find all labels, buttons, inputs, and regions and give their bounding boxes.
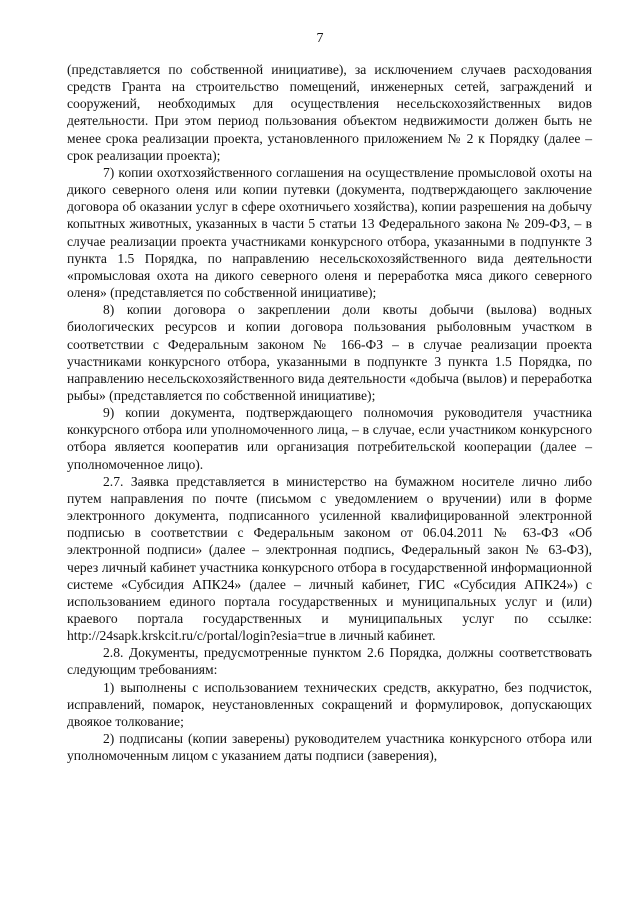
paragraph-item-9: 9) копии документа, подтверждающего полномочия руководителя участника конкурсного отбора или уполномоченного лица, – в случае, если участником конкурсного отбора является кооператив или организация потребительской кооперации (далее – уполномоченное лицо). — [67, 405, 592, 472]
paragraph-2-8: 2.8. Документы, предусмотренные пунктом 2.6 Порядка, должны соответствовать следующим требованиям: — [67, 645, 592, 678]
paragraph-requirement-2: 2) подписаны (копии заверены) руководителем участника конкурсного отбора или уполномоченным лицом с указанием даты подписи (заверения), — [67, 731, 592, 764]
paragraph-requirement-1: 1) выполнены с использованием технических средств, аккуратно, без подчисток, исправлений, помарок, неустановленных сокращений и формулировок, допускающих двоякое толкование; — [67, 679, 592, 729]
page-number: 7 — [316, 31, 324, 46]
paragraph-item-8: 8) копии договора о закреплении доли квоты добычи (вылова) водных биологических ресурсов и копии договора пользования рыболовным участком в соответствии с Федеральным законом № 166-ФЗ – в случае реализации проекта участниками конкурсного отбора, указанными в подпункте 3 пункта 1.5 Порядка, по направлению несельскохозяйственного вида деятельности «добыча (вылов) и переработка рыбы» (представляется по собственной инициативе); — [67, 302, 592, 403]
paragraph-item-7: 7) копии охотхозяйственного соглашения на осуществление промысловой охоты на дикого северного оленя или копии путевки (документа, подтверждающего заключение договора об оказании услуг в сфере охотничьего хозяйства), копии разрешения на добычу копытных животных, указанных в части 5 статьи 13 Федерального закона № 209-ФЗ, – в случае реализации проекта участниками конкурсного отбора, указанными в подпункте 3 пункта 1.5 Порядка, по направлению несельскохозяйственного вида деятельности «промысловая охота на дикого северного оленя и переработка мяса дикого северного оленя» (представляется по собственной инициативе); — [67, 164, 592, 301]
document-body — [67, 61, 592, 764]
paragraph-2-7: 2.7. Заявка представляется в министерство на бумажном носителе лично либо путем направления по почте (письмом с уведомлением о вручении) или в форме электронного документа, подписанного усиленной квалифицированной электронной подписью в соответствии с Федеральным законом от 06.04.2011 № 63-ФЗ «Об электронной подписи» (далее – электронная подпись, Федеральный закон № 63-ФЗ), через личный кабинет участника конкурсного отбора в государственной информационной системе «Субсидия АПК24» (далее – личный кабинет, ГИС «Субсидия АПК24») с использованием единого портала государственных и муниципальных услуг и (или) краевого портала государственных и муниципальных услуг по ссылке: http://24sapk.krskcit.ru/c/portal/login?esia=true в личный кабинет. — [67, 473, 592, 644]
paragraph-continuation: (представляется по собственной инициативе), за исключением случаев расходования средств Гранта на строительство помещений, инженерных сетей, заграждений и сооружений, необходимых для осуществления несельскохозяйственных видов деятельности. При этом период пользования объектом недвижимости должен быть не менее срока реализации проекта, установленного приложением № 2 к Порядку (далее – срок реализации проекта); — [67, 62, 592, 163]
